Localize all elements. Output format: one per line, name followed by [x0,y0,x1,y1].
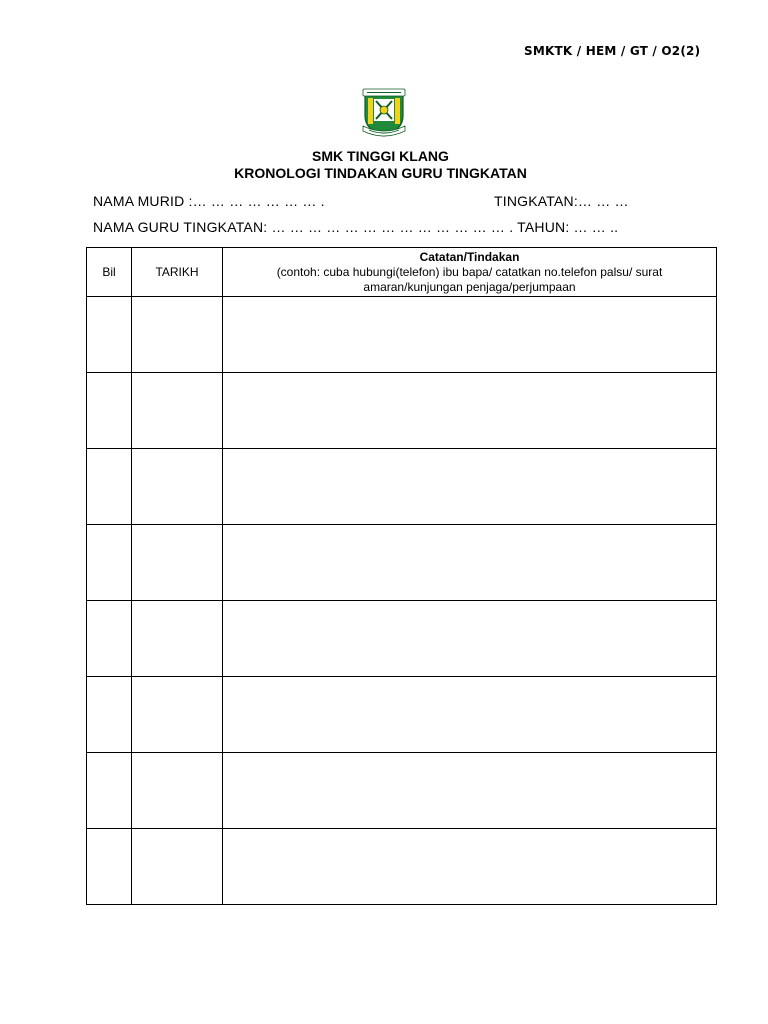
table-header-row [87,248,717,297]
table-row [87,829,717,905]
bil-cell[interactable] [87,601,132,677]
column-header-tarikh: TARIKH [132,248,223,297]
bil-cell[interactable] [87,677,132,753]
table-row [87,373,717,449]
table-row [87,601,717,677]
table-row [87,677,717,753]
catatan-title: Catatan/Tindakan [419,249,520,264]
catatan-example: (contoh: cuba hubungi(telefon) ibu bapa/ catatkan no.telefon palsu/ surat amaran/kunjungan penjaga/perjumpaan [276,264,663,294]
column-header-catatan [223,248,717,297]
bil-cell[interactable] [87,525,132,601]
tarikh-cell[interactable] [132,373,223,449]
form-title-block [0,148,768,182]
tarikh-cell[interactable] [132,449,223,525]
catatan-cell[interactable] [223,601,717,677]
bil-cell[interactable] [87,297,132,373]
table-row [87,297,717,373]
tarikh-cell[interactable] [132,525,223,601]
form-level-field: TINGKATAN:… … … [494,193,629,209]
school-crest-logo [357,86,411,140]
tarikh-cell[interactable] [132,829,223,905]
column-header-bil: Bil [87,248,132,297]
document-code: SMKTK / HEM / GT / O2(2) [524,44,701,58]
catatan-cell[interactable] [223,829,717,905]
school-crest-icon [357,86,411,140]
table-row [87,753,717,829]
catatan-cell[interactable] [223,449,717,525]
tarikh-cell[interactable] [132,601,223,677]
tarikh-cell[interactable] [132,677,223,753]
bil-cell[interactable] [87,373,132,449]
table-row [87,449,717,525]
catatan-cell[interactable] [223,525,717,601]
catatan-cell[interactable] [223,753,717,829]
teacher-year-field: NAMA GURU TINGKATAN: … … … … … … … … … … … … … . TAHUN: … … .. [93,219,619,235]
catatan-cell[interactable] [223,677,717,753]
form-name-title: KRONOLOGI TINDAKAN GURU TINGKATAN [234,165,527,181]
table-row [87,525,717,601]
catatan-cell[interactable] [223,297,717,373]
catatan-cell[interactable] [223,373,717,449]
tarikh-cell[interactable] [132,297,223,373]
student-name-field: NAMA MURID :… … … … … … … . [93,193,325,209]
bil-cell[interactable] [87,449,132,525]
bil-cell[interactable] [87,829,132,905]
tarikh-cell[interactable] [132,753,223,829]
chronology-table [86,247,717,905]
school-name-title: SMK TINGGI KLANG [312,148,449,164]
bil-cell[interactable] [87,753,132,829]
